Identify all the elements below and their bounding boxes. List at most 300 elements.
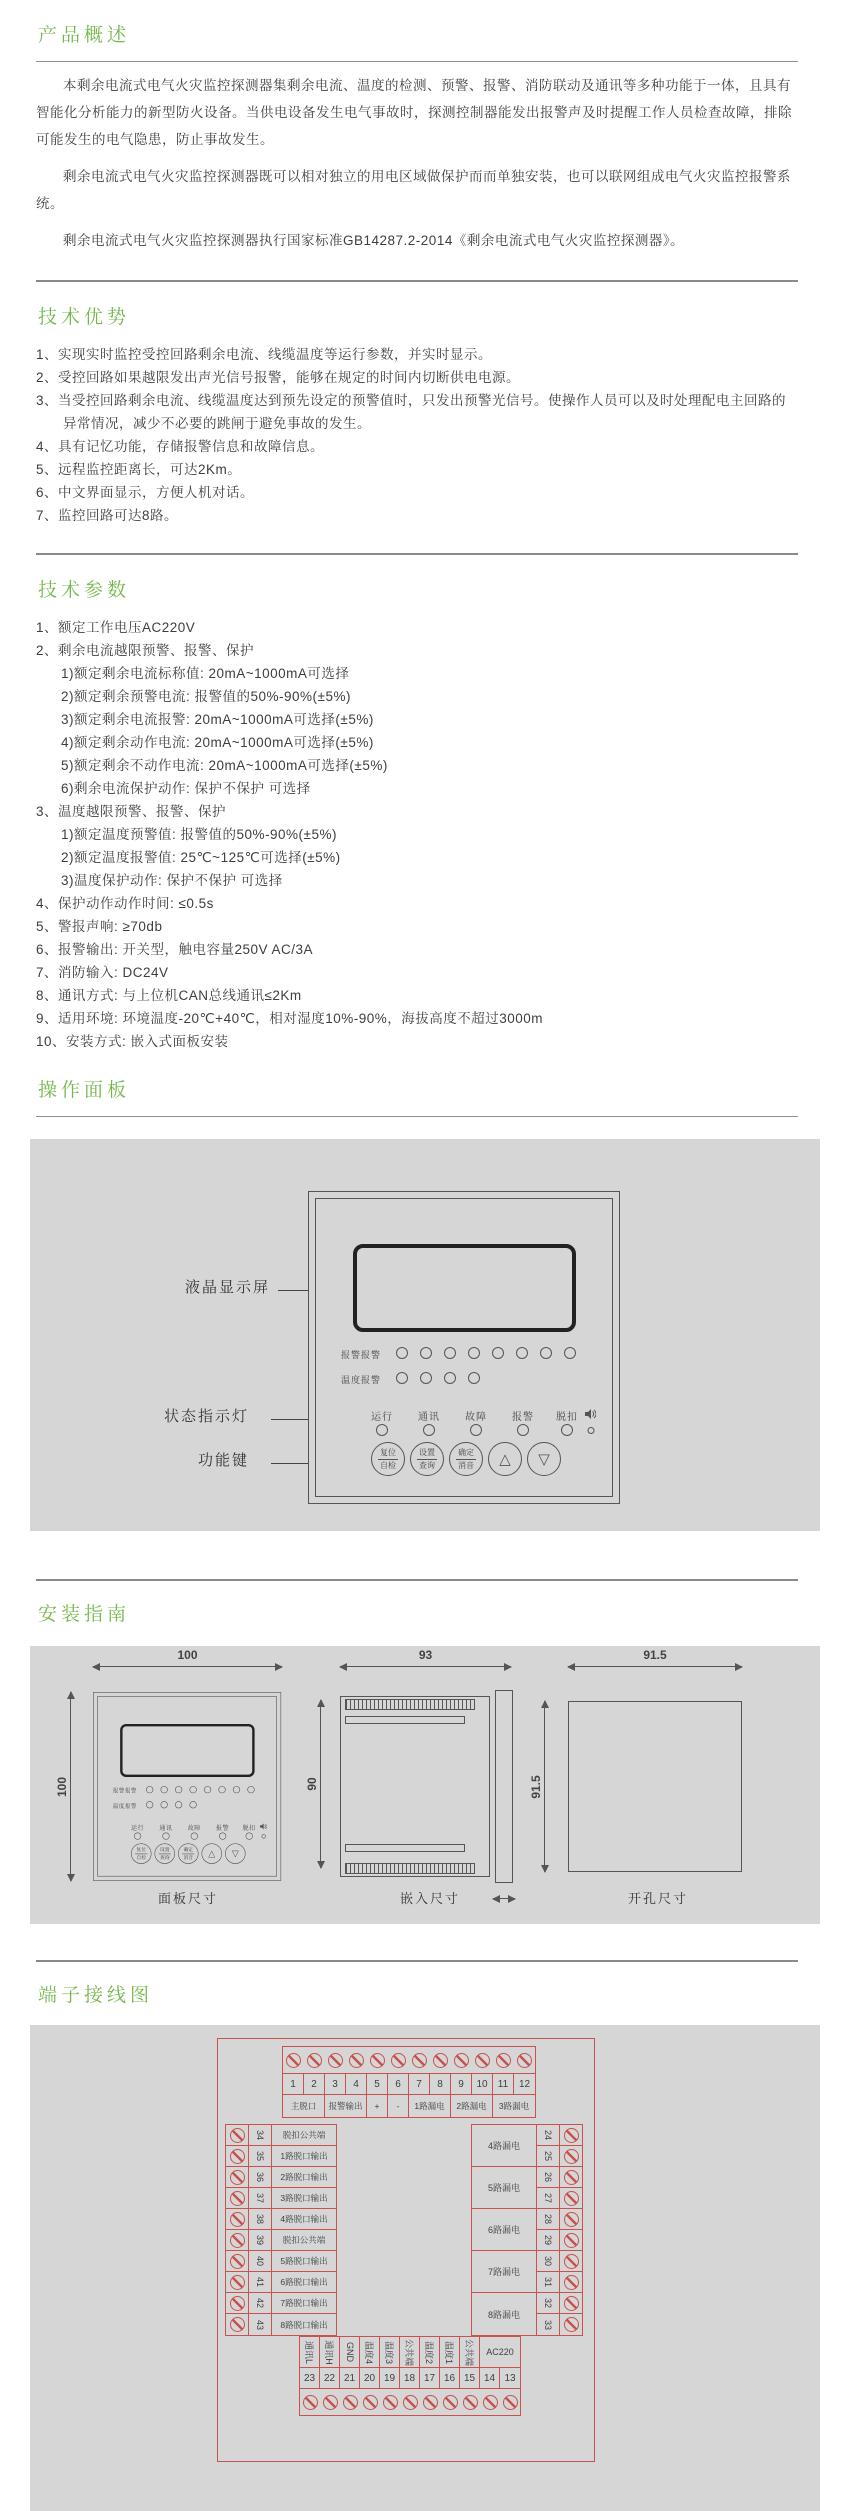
terminal-number: 42 — [254, 2297, 265, 2309]
terminal-number: 6 — [388, 2074, 409, 2094]
terminal-screw-icon — [564, 2317, 579, 2332]
status-led — [162, 1832, 169, 1839]
list-item: 7、监控回路可达8路。 — [36, 508, 179, 523]
terminal-label: 通讯L — [304, 2340, 315, 2364]
terminal-screw-icon — [230, 2275, 245, 2290]
number-cell — [536, 2251, 560, 2272]
terminal-number: 41 — [254, 2276, 265, 2288]
button-label: 查询 — [419, 1460, 435, 1470]
status-led-mute — [262, 1834, 266, 1838]
button-label: 自检 — [380, 1460, 396, 1470]
terminal-label-row — [300, 2337, 520, 2367]
panel-face — [308, 1191, 620, 1504]
list-item: 5、远程监控距离长，可达2Km。 — [36, 462, 242, 477]
lcd-screen — [120, 1724, 254, 1777]
terminal-label-ac220: AC220 — [486, 2347, 514, 2357]
panel-face — [93, 1692, 281, 1881]
number-cell — [248, 2314, 272, 2335]
dimension-value: 100 — [177, 1648, 198, 1662]
terminal-label: 8路脱口输出 — [280, 2319, 328, 2330]
terminal-number: 40 — [254, 2255, 265, 2267]
top-terminal-strip — [282, 2046, 536, 2118]
terminal-number: 3 — [325, 2074, 346, 2094]
alarm-led — [420, 1347, 432, 1359]
terminal-label-row — [283, 2094, 535, 2117]
mount-clip-hatch — [345, 1699, 475, 1710]
drawing-caption: 嵌入尺寸 — [399, 1891, 461, 1906]
dimension-width — [340, 1648, 511, 1667]
screw-cell — [560, 2272, 582, 2293]
list-subitem: 2)额定温度报警值: 25℃~125℃可选择(±5%) — [61, 850, 341, 865]
terminal-number: 17 — [420, 2368, 440, 2388]
label-cell — [340, 2337, 360, 2367]
button-label: 设置 — [159, 1846, 170, 1853]
terminal-number: 36 — [254, 2171, 265, 2183]
temp-led — [468, 1372, 480, 1384]
list-subitem: 5)额定剩余不动作电流: 20mA~1000mA可选择(±5%) — [61, 758, 388, 773]
terminal-number: 5 — [367, 2074, 388, 2094]
terminal-screw-icon — [307, 2053, 322, 2068]
section-heading-wiring: 端子接线图 — [38, 1985, 154, 2006]
list-item: 4、具有记忆功能，存储报警信息和故障信息。 — [36, 439, 325, 454]
list-subitem: 3)额定剩余电流报警: 20mA~1000mA可选择(±5%) — [61, 712, 374, 727]
status-led — [423, 1424, 435, 1436]
screw-cell — [560, 2188, 582, 2209]
terminal-screw-icon — [328, 2053, 343, 2068]
overview-paragraph: 剩余电流式电气火灾监控探测器执行国家标准GB14287.2-2014《剩余电流式电气火灾监控探测器》。 — [63, 233, 685, 248]
reset-selfcheck-button — [371, 1442, 405, 1476]
list-subitem: 1)额定温度预警值: 报警值的50%-90%(±5%) — [61, 827, 337, 842]
list-item: 2、剩余电流越限预警、报警、保护 — [36, 643, 255, 658]
temp-led — [146, 1801, 153, 1808]
terminal-screw-icon — [303, 2395, 318, 2410]
terminal-screw-icon — [403, 2395, 418, 2410]
terminal-screw-icon — [349, 2053, 364, 2068]
terminal-number: 12 — [518, 2078, 531, 2090]
label-cell — [360, 2337, 380, 2367]
label-cell — [300, 2337, 320, 2367]
list-item: 7、消防输入: DC24V — [36, 965, 169, 980]
status-label-comm: 通讯 — [418, 1412, 440, 1423]
status-label-alarm: 报警 — [216, 1825, 230, 1832]
screw-row — [283, 2047, 535, 2074]
temp-led — [420, 1372, 432, 1384]
down-button — [527, 1442, 561, 1476]
terminal-number: 24 — [542, 2129, 553, 2141]
terminal-bar — [345, 1844, 465, 1852]
terminal-screw-icon — [230, 2254, 245, 2269]
up-button — [488, 1442, 522, 1476]
list-item: 5、警报声响: ≥70db — [36, 919, 163, 934]
terminal-screw-icon — [564, 2191, 579, 2206]
number-cell — [248, 2125, 272, 2146]
overview-paragraph: 本剩余电流式电气火灾监控探测器集剩余电流、温度的检测、预警、报警、消防联动及通讯等多种功能于一体，且具有智能化分析能力的新型防火设备。当供电设备发生电气事故时，探测控制器能发出报警声及时提醒工作人员检查故障，排除可能发生的电气隐患，防止事故发生。 — [36, 78, 792, 147]
terminal-number: 21 — [340, 2368, 360, 2388]
status-label-alarm: 报警 — [512, 1412, 534, 1423]
terminal-number: 14 — [480, 2368, 500, 2388]
terminal-screw-icon — [391, 2053, 406, 2068]
screw-cell — [226, 2146, 248, 2167]
terminal-number: 22 — [320, 2368, 340, 2388]
terminal-screw-icon — [230, 2191, 245, 2206]
button-label: 确定 — [456, 1448, 476, 1460]
terminal-number: 15 — [460, 2368, 480, 2388]
alarm-row-label: 报警报警 — [112, 1787, 138, 1794]
dimension-value: 91.5 — [529, 1774, 543, 1799]
section-divider — [36, 1579, 798, 1581]
terminal-label: 1路脱口输出 — [272, 2146, 336, 2167]
mount-clip-hatch — [345, 1863, 475, 1874]
speaker-icon — [260, 1823, 267, 1829]
list-item: 1、额定工作电压AC220V — [36, 620, 196, 635]
list-item: 9、适用环境: 环境温度-20℃+40℃，相对湿度10%-90%，海拔高度不超过3000m — [36, 1011, 544, 1026]
number-cell — [536, 2209, 560, 2230]
section-divider — [36, 553, 798, 555]
label-cell — [460, 2337, 480, 2367]
label-cell — [440, 2337, 460, 2367]
install-guide-figure — [30, 1646, 820, 1924]
terminal-screw-icon — [564, 2212, 579, 2227]
list-item: 3、温度越限预警、报警、保护 — [36, 804, 227, 819]
alarm-led-row — [309, 1347, 619, 1361]
screw-cell — [226, 2272, 248, 2293]
screw-cell — [560, 2230, 582, 2251]
terminal-screw-icon — [343, 2395, 358, 2410]
terminal-screw-icon — [454, 2053, 469, 2068]
alarm-led — [189, 1786, 196, 1793]
terminal-screw-icon — [517, 2053, 532, 2068]
dimension-value: 91.5 — [643, 1648, 667, 1662]
button-label: 确定 — [183, 1846, 194, 1853]
terminal-screw-icon — [564, 2254, 579, 2269]
number-cell — [248, 2146, 272, 2167]
number-cell — [248, 2272, 272, 2293]
number-cell — [248, 2209, 272, 2230]
terminal-number: 2 — [304, 2074, 325, 2094]
terminal-number: 18 — [400, 2368, 420, 2388]
drawing-caption: 开孔尺寸 — [627, 1891, 689, 1906]
terminal-label: 温度3 — [384, 2340, 395, 2364]
divider — [36, 1116, 798, 1117]
list-item: 1、实现实时监控受控回路剩余电流、线缆温度等运行参数，并实时显示。 — [36, 347, 493, 362]
alarm-led — [175, 1786, 182, 1793]
list-item: 6、中文界面显示，方便人机对话。 — [36, 485, 255, 500]
list-item: 4、保护动作动作时间: ≤0.5s — [36, 896, 214, 911]
status-led — [134, 1832, 141, 1839]
screw-cell — [560, 2209, 582, 2230]
terminal-label: 4路脱口输出 — [272, 2209, 336, 2230]
terminal-number: 32 — [542, 2297, 553, 2309]
terminal-screw-icon — [475, 2053, 490, 2068]
terminal-label: 公共端 — [404, 2338, 415, 2366]
terminal-label: 脱扣公共端 — [272, 2230, 336, 2251]
screw-cell — [226, 2230, 248, 2251]
screw-cell — [560, 2314, 582, 2335]
temp-led-row — [309, 1372, 619, 1386]
alarm-led — [492, 1347, 504, 1359]
set-query-button — [155, 1843, 176, 1864]
list-subitem: 3)温度保护动作: 保护不保护 可选择 — [61, 873, 283, 888]
list-subitem: 4)额定剩余动作电流: 20mA~1000mA可选择(±5%) — [61, 735, 374, 750]
terminal-label: 脱扣公共端 — [272, 2125, 336, 2146]
divider — [36, 61, 798, 62]
button-label: 消音 — [183, 1854, 194, 1860]
screw-cell — [560, 2251, 582, 2272]
terminal-screw-icon — [423, 2395, 438, 2410]
button-label: 复位 — [378, 1448, 398, 1460]
terminal-screw-icon — [564, 2296, 579, 2311]
terminal-screw-icon — [230, 2128, 245, 2143]
terminal-wiring-figure — [30, 2025, 820, 2511]
terminal-label: 7路漏电 — [472, 2251, 536, 2293]
down-button — [225, 1843, 246, 1864]
alarm-led — [516, 1347, 528, 1359]
terminal-screw-icon — [564, 2275, 579, 2290]
drawing-caption: 面板尺寸 — [157, 1891, 219, 1906]
screw-cell — [226, 2251, 248, 2272]
terminal-screw-icon — [463, 2395, 478, 2410]
terminal-label: 3路脱口输出 — [272, 2188, 336, 2209]
list-subitem: 1)额定剩余电流标称值: 20mA~1000mA可选择 — [61, 666, 350, 681]
terminal-label: 温度2 — [424, 2340, 435, 2364]
screw-cell — [226, 2209, 248, 2230]
terminal-label: 2路脱口输出 — [272, 2167, 336, 2188]
terminal-label: 主脱口 — [283, 2095, 325, 2117]
alarm-led — [444, 1347, 456, 1359]
dimension-width — [93, 1648, 282, 1667]
screw-row — [300, 2389, 520, 2415]
right-terminal-strip — [471, 2124, 583, 2336]
terminal-screw-icon — [443, 2395, 458, 2410]
terminal-label: 8路漏电 — [487, 2309, 520, 2320]
screw-cell — [226, 2188, 248, 2209]
status-label-comm: 通讯 — [159, 1825, 173, 1832]
terminal-screw-icon — [286, 2053, 301, 2068]
terminal-screw-icon — [564, 2128, 579, 2143]
temp-led — [189, 1801, 196, 1808]
terminal-screw-icon — [230, 2296, 245, 2311]
terminal-label: 5路脱口输出 — [272, 2251, 336, 2272]
terminal-label: 6路脱口输出 — [272, 2272, 336, 2293]
alarm-led — [204, 1786, 211, 1793]
terminal-number: 7 — [409, 2074, 430, 2094]
button-label: 消音 — [458, 1460, 474, 1470]
screw-cell — [226, 2293, 248, 2314]
terminal-screw-icon — [230, 2212, 245, 2227]
terminal-label: 报警输出 — [325, 2095, 367, 2117]
number-cell — [536, 2314, 560, 2335]
list-item: 3、当受控回路剩余电流、线缆温度达到预先设定的预警值时，只发出预警光信号。使操作人员可以及时处理配电主回路的异常情况，减少不必要的跳闸于避免事故的发生。 — [36, 393, 787, 431]
terminal-number: 26 — [542, 2171, 553, 2183]
terminal-screw-icon — [503, 2395, 518, 2410]
confirm-mute-button — [178, 1843, 199, 1864]
list-item: 2、受控回路如果越限发出声光信号报警，能够在规定的时间内切断供电电源。 — [36, 370, 521, 385]
terminal-number: 38 — [254, 2213, 265, 2225]
alarm-led — [247, 1786, 254, 1793]
down-arrow-icon: ▽ — [538, 1450, 550, 1468]
alarm-led — [468, 1347, 480, 1359]
number-cell — [248, 2251, 272, 2272]
label-cell — [380, 2337, 400, 2367]
number-cell — [536, 2146, 560, 2167]
terminal-number: 31 — [542, 2276, 553, 2288]
status-led-mute — [588, 1427, 595, 1434]
alarm-led — [146, 1786, 153, 1793]
terminal-label: 4路漏电 — [472, 2125, 536, 2167]
status-label-trip: 脱扣 — [242, 1825, 256, 1832]
screw-cell — [560, 2293, 582, 2314]
terminal-number: 29 — [542, 2234, 553, 2246]
screw-cell — [560, 2125, 582, 2146]
speaker-icon — [585, 1409, 596, 1419]
terminal-bar — [345, 1716, 465, 1724]
terminal-number-row — [283, 2074, 535, 2094]
terminal-screw-icon — [370, 2053, 385, 2068]
terminal-number: 30 — [542, 2255, 553, 2267]
number-cell — [248, 2188, 272, 2209]
number-cell — [536, 2188, 560, 2209]
terminal-number: 27 — [542, 2192, 553, 2204]
alarm-led — [564, 1347, 576, 1359]
up-button — [202, 1843, 223, 1864]
terminal-number: 9 — [451, 2074, 472, 2094]
list-subitem: 2)额定剩余预警电流: 报警值的50%-90%(±5%) — [61, 689, 351, 704]
terminal-screw-icon — [496, 2053, 511, 2068]
terminal-label: 公共端 — [464, 2338, 475, 2366]
button-label: 自检 — [136, 1854, 147, 1860]
number-cell — [536, 2125, 560, 2146]
wiring-outline — [217, 2038, 595, 2462]
terminal-screw-icon — [363, 2395, 378, 2410]
label-cell — [320, 2337, 340, 2367]
temp-row-label: 温度报警 — [112, 1802, 138, 1809]
dimension-height — [55, 1692, 71, 1881]
terminal-number: 43 — [254, 2319, 265, 2330]
number-cell — [248, 2167, 272, 2188]
section-divider — [36, 280, 798, 282]
callout-status: 状态指示灯 — [164, 1408, 250, 1425]
terminal-screw-icon — [323, 2395, 338, 2410]
dimension-height — [305, 1700, 321, 1868]
list-item: 10、安装方式: 嵌入式面板安装 — [36, 1034, 229, 1049]
set-query-button — [410, 1442, 444, 1476]
temp-led-row — [94, 1801, 281, 1809]
terminal-number: 16 — [440, 2368, 460, 2388]
terminal-number: 1 — [283, 2074, 304, 2094]
dimension-value: 100 — [55, 1776, 69, 1797]
down-arrow-icon: ▽ — [231, 1848, 239, 1859]
terminal-screw-icon — [564, 2170, 579, 2185]
screw-cell — [226, 2314, 248, 2335]
terminal-screw-icon — [564, 2233, 579, 2248]
up-arrow-icon: △ — [499, 1450, 511, 1468]
terminal-number: 13 — [504, 2372, 516, 2384]
terminal-number: 34 — [254, 2129, 265, 2141]
button-label: 复位 — [136, 1846, 147, 1853]
screw-cell — [560, 2167, 582, 2188]
terminal-label: 2路漏电 — [451, 2095, 493, 2117]
terminal-label: - — [388, 2095, 409, 2117]
temp-led — [444, 1372, 456, 1384]
list-item: 6、报警输出: 开关型，触电容量250V AC/3A — [36, 942, 314, 957]
terminal-screw-icon — [230, 2149, 245, 2164]
list-item: 8、通讯方式: 与上位机CAN总线通讯≤2Km — [36, 988, 302, 1003]
terminal-screw-icon — [564, 2149, 579, 2164]
screw-cell — [560, 2146, 582, 2167]
terminal-screw-icon — [412, 2053, 427, 2068]
status-label-trip: 脱扣 — [556, 1412, 578, 1423]
terminal-number: 28 — [542, 2213, 553, 2225]
alarm-led — [161, 1786, 168, 1793]
section-heading-advantages: 技术优势 — [38, 307, 131, 328]
alarm-led — [540, 1347, 552, 1359]
lcd-screen — [353, 1244, 576, 1332]
mini-panel-slot — [93, 1692, 282, 1881]
status-label-run: 运行 — [130, 1825, 145, 1832]
number-cell — [536, 2293, 560, 2314]
reset-selfcheck-button — [131, 1843, 152, 1864]
temp-led — [161, 1801, 168, 1808]
terminal-screw-icon — [483, 2395, 498, 2410]
alarm-led-row — [94, 1786, 281, 1794]
terminal-number: 10 — [472, 2074, 493, 2094]
terminal-number: 25 — [542, 2150, 553, 2162]
terminal-label: 7路脱口输出 — [272, 2293, 336, 2314]
button-label: 设置 — [417, 1448, 437, 1460]
alarm-led — [233, 1786, 240, 1793]
terminal-number-row — [300, 2367, 520, 2389]
status-led — [219, 1832, 226, 1839]
list-subitem: 6)剩余电流保护动作: 保护不保护 可选择 — [61, 781, 311, 796]
status-led — [191, 1832, 198, 1839]
dimension-height — [529, 1701, 545, 1872]
parameters-list — [36, 616, 798, 1053]
status-led — [561, 1424, 573, 1436]
alarm-row-label: 报警报警 — [341, 1350, 382, 1360]
terminal-label: + — [367, 2095, 388, 2117]
label-cell — [420, 2337, 440, 2367]
confirm-mute-button — [449, 1442, 483, 1476]
left-terminal-strip — [225, 2124, 337, 2336]
status-label-fault: 故障 — [465, 1412, 487, 1423]
section-divider — [36, 1960, 798, 1962]
terminal-number: 20 — [360, 2368, 380, 2388]
callout-keys: 功能键 — [198, 1452, 250, 1469]
number-cell — [248, 2293, 272, 2314]
section-heading-panel: 操作面板 — [38, 1080, 131, 1101]
number-cell — [536, 2272, 560, 2293]
terminal-label: 3路漏电 — [498, 2101, 530, 2111]
screw-cell — [226, 2167, 248, 2188]
status-label-fault: 故障 — [187, 1825, 201, 1832]
terminal-number: 39 — [254, 2234, 265, 2246]
terminal-number: 19 — [380, 2368, 400, 2388]
terminal-number: 23 — [300, 2368, 320, 2388]
terminal-number: 37 — [254, 2192, 265, 2204]
status-led — [470, 1424, 482, 1436]
section-heading-parameters: 技术参数 — [38, 580, 131, 601]
temp-led — [396, 1372, 408, 1384]
terminal-label: 6路漏电 — [472, 2209, 536, 2251]
dimension-value: 90 — [305, 1777, 319, 1791]
number-cell — [248, 2230, 272, 2251]
dimension-value: 93 — [418, 1648, 433, 1662]
alarm-led — [396, 1347, 408, 1359]
status-led — [517, 1424, 529, 1436]
status-led — [246, 1832, 253, 1839]
terminal-number: 33 — [542, 2319, 553, 2330]
terminal-screw-icon — [433, 2053, 448, 2068]
